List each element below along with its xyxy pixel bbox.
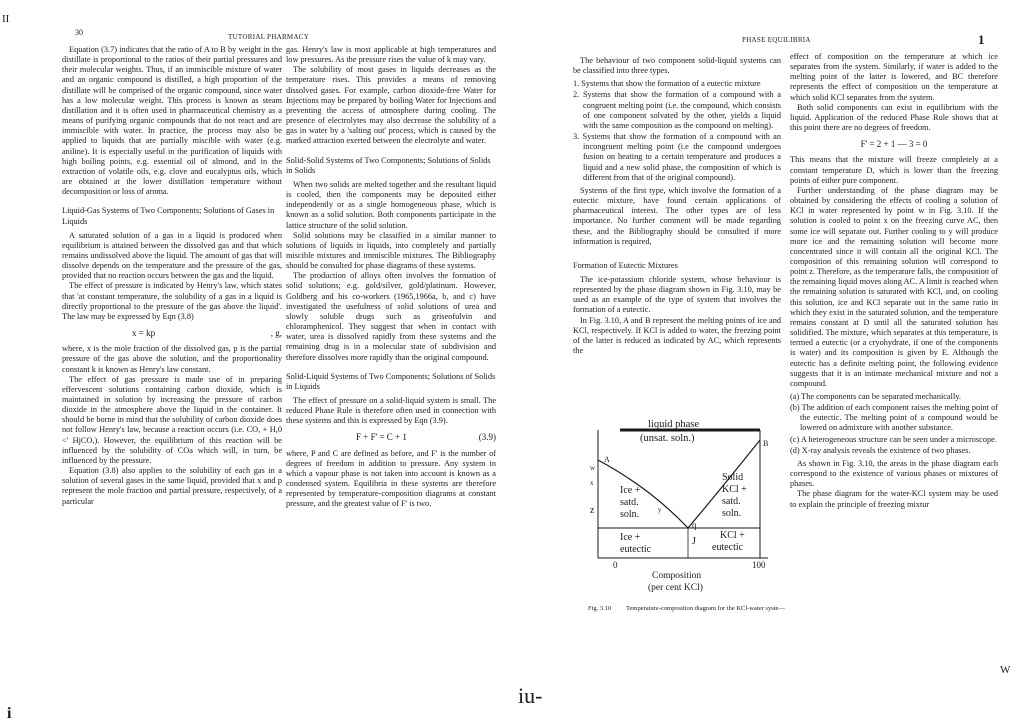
list-item: (c) A heterogeneous structure can be seen under a microscope. xyxy=(790,434,997,444)
page-edge-mark: i xyxy=(7,705,12,722)
equation xyxy=(62,328,282,338)
region-label: eutectic xyxy=(620,544,652,555)
list-item: (a) The components can be separated mechanically. xyxy=(790,392,961,401)
section-heading: Solid-Liquid Systems of Two Components; Solutions of Solids in Liquids xyxy=(286,371,496,391)
paragraph: The effect of pressure is indicated by Henry's law, which states that 'at constant temperature, the solubility of a gas in a liquid is directly proportional to the pressure of the gas above the liquid'. The law may be expressed by Eqn (3.8) xyxy=(62,281,282,321)
list-item: 1. Systems that show the formation of a eutectic mixture xyxy=(573,79,761,89)
region-label: satd. xyxy=(722,496,741,507)
paragraph: where, x is the mole fraction of the dissolved gas, p is the partial pressure of the gas above the solution, and the proportionality constant k is known as Henry's law constant. xyxy=(62,344,282,374)
equation-number: , g, xyxy=(270,328,282,339)
point-label: y xyxy=(658,506,662,514)
running-head: TUTORIAL PHARMACY xyxy=(228,33,310,41)
paragraph: Equation (3.8) also applies to the solubility of each gas in a solution of several gases in the same liquid, provided that x and p represent the mole fraction and partial pressure, respectively, of a particular xyxy=(62,466,282,506)
list-item: 2. Systems that show the formation of a compound with a congruent melting point (i.e. the compound, which consists of one component solvated by the other, yields a liquid with the same composition as the compound on melting). xyxy=(573,90,781,130)
region-label: KCl + xyxy=(722,484,747,495)
equation-body: F' = 2 + 1 — 3 = 0 xyxy=(860,139,928,150)
figure-caption-text: Temperature-composition diagram for the KCl-water syste— xyxy=(626,605,785,612)
page-edge-mark: iu- xyxy=(518,683,543,708)
evidence-list xyxy=(790,392,998,456)
region-label: soln. xyxy=(620,509,640,520)
section-heading: Liquid-Gas Systems of Two Components; Solutions of Gases in Liquids xyxy=(62,206,275,226)
paragraph: The ice-potassium chloride system, whose behaviour is represented by the phase diagram shown in Fig. 3.10, may be used as an example of the type of system that involves the formation of a eutectic. xyxy=(573,274,781,315)
list-item: (b) The addition of each component raises the melting point of the eutectic. The melting point of a compound would be lowered on admixture with another substance. xyxy=(790,403,998,433)
region-label: Solid xyxy=(722,472,744,483)
point-label: z xyxy=(590,505,595,516)
figure-caption-number: Fig. 3.10 xyxy=(588,605,612,612)
paragraph: where, P and C are defined as before, and F' is the number of degrees of freedom in addition to pressure. Any system in which a vapour phase is not taken into account is known as a condensed system. Equilibria in these systems are therefore represented by temperature-composition diagrams at constant pressure, and the greatest value of F' is two. xyxy=(286,448,496,509)
point-label: A xyxy=(604,455,610,464)
x-axis-label: Composition xyxy=(652,571,702,581)
type-list xyxy=(573,79,781,183)
paragraph: The solubility of most gases in liquids decreases as the temperature rises. This provides a means of removing dissolved gases. For example, carbon dioxide-free Water for Injections may be prepared by boiling Water for Injections and preventing the access of atmosphere during cooling. The presence of electrolytes may also decrease the solubility of a gas in water by a 'salting out' process, which is caused by the marked attraction exerted between the electrolyte and water. xyxy=(286,65,496,146)
equation-body: x = kp xyxy=(132,328,156,339)
region-label: Ice + xyxy=(620,485,641,496)
axis-tick-label: 0 xyxy=(613,560,618,570)
paragraph: Solid solutions may be classified in a similar manner to solutions of liquids in liquids, into completely and partially miscible mixtures and immiscible mixtures. The Bibliography should be consulted for phase diagrams of these systems. xyxy=(286,230,496,271)
paragraph: In Fig. 3.10, A and B represent the melting points of ice and KCl, respectively. If KCl is added to water, the freezing point of the latter is reduced as indicated by AC, which represents the xyxy=(573,315,781,356)
paragraph: When two solids are melted together and the resultant liquid is cooled, then the components may be deposited either independently or as a single homogeneous phase, which is known as a solid solution. Both components participate in the lattice structure of the solid solution. xyxy=(286,179,496,230)
paragraph: This means that the mixture will freeze completely at a constant temperature D, which is lower than the freezing points of either pure component. xyxy=(790,155,998,185)
region-label: liquid phase xyxy=(648,419,700,430)
paragraph: Further understanding of the phase diagram may be obtained by considering the effects of cooling a solution of KCl in water represented by point w in Fig. 3.10. If the solution is cooled to point x on the freezing curve AC, then some ice will separate out. Further cooling to y will produce more ice and the remaining solution will become more concentrated since it will contain all the original KCl. The composition of this remaining solution will correspond to point z. Therefore, as the temperature falls, the composition of the remaining liquid moves along AC. A limit is reached when the remaining solution is saturated with KCl, and, on cooling this solution, ice and KCl separate out in the same ratio in which they exist in the saturated solution, and the temperature remains constant at D until all the saturated solution has solidified. The mixture, which separates at this temperature, is termed a eutectic (or a cryohydrate, if one of the components is water) and its composition is given by E. Although the eutectic has a definite melting point, the following evidence suggests that it is an intimate mechanical mixture and not a compound. xyxy=(790,185,998,388)
section-heading: Formation of Eutectic Mixtures xyxy=(573,260,678,270)
paragraph: The effect of gas pressure is made use of in preparing effervescent solutions containing carbon dioxide, which is maintained in solution by increasing the pressure of carbon dioxide in the atmosphere above the liquid in the container. It should be borne in mind that the solubility of carbon dioxide does not follow Henry's law, because a reaction occurs (i.e. CO, + H,0 <' HjCO,). However, the equilibrium of this reaction will be influenced by the solubility of COa which will, in turn, be influenced by the pressure. xyxy=(62,374,282,465)
phase-diagram-figure xyxy=(560,400,790,625)
point-label: w xyxy=(590,464,596,472)
paragraph: The production of alloys often involves the formation of solid solutions; e.g. gold/silver, gold/platinum. However, Goldberg and his co-workers (1965,1966a, b, and c) have investigated the usefulness of solid solutions of urea and slowly soluble drugs such as griseofulvin and chloramphenicol. They suggest that when in contact with water, urea is dissolved rapidly from these systems and the remaining drug is in a molecular state of subdivision and therefore dissolves more rapidly than the original compound. xyxy=(286,271,496,362)
equation xyxy=(286,432,496,442)
text-column-2 xyxy=(286,45,496,510)
x-axis-label: (per cent KCl) xyxy=(648,583,703,593)
text-column-3 xyxy=(573,56,781,356)
axis-tick-label: 100 xyxy=(752,560,766,570)
section-heading: Solid-Solid Systems of Two Components; Solutions of Solids in Solids xyxy=(286,155,491,175)
running-head: PHASE EQUILIBRIA xyxy=(742,36,811,44)
page-edge-mark: W xyxy=(1000,664,1011,676)
region-label: soln. xyxy=(722,508,742,519)
paragraph: As shown in Fig. 3.10, the areas in the phase diagram each correspond to the existence of various phases or mixtures of phases. xyxy=(790,458,998,489)
text-column-4 xyxy=(790,52,998,510)
region-label: KCl + xyxy=(720,530,745,541)
equation-number: (3.9) xyxy=(478,432,496,443)
point-label: q xyxy=(692,520,697,530)
point-label: J xyxy=(692,536,696,547)
paragraph: The effect of pressure on a solid-liquid system is small. The reduced Phase Rule is therefore often used in connection with these systems and this is expressed by Eqn (3.9). xyxy=(286,396,496,426)
list-item: 3. Systems that show the formation of a compound with an incongruent melting point (i.e the compound undergoes fusion on heating to a certain temperature and produces a liquid and a new solid phase, the composition of which is different from that of the original compound). xyxy=(573,132,781,182)
region-label: eutectic xyxy=(712,542,744,553)
page-edge-mark: II xyxy=(2,13,10,25)
ice-freezing-curve xyxy=(598,460,688,528)
region-label: Ice + xyxy=(620,532,641,543)
paragraph: The phase diagram for the water-KCl system may be used to explain the principle of freezing mixtur xyxy=(790,489,998,509)
paragraph: Both solid components can exist in equilibrium with the liquid. Application of the reduced Phase Rule shows that at this point there are no degrees of freedom. xyxy=(790,102,998,133)
page-number: 30 xyxy=(75,28,83,37)
equation xyxy=(790,139,998,149)
list-item: (d) X-ray analysis reveals the existence of two phases. xyxy=(790,445,971,455)
point-label: x xyxy=(590,479,594,487)
paragraph: gas. Henry's law is most applicable at high temperatures and low pressures. As the pressure rises the value of k may vary. xyxy=(286,45,496,65)
equation-body: F + F' = C + 1 xyxy=(356,432,407,443)
paragraph: A saturated solution of a gas in a liquid is produced when equilibrium is attained between the dissolved gas and that which remains undissolved above the liquid. The amount of gas that will dissolve depends on the temperature and the pressure of the gas, provided that no reaction occurs between the gas and the liquid. xyxy=(62,230,282,281)
region-label: (unsat. soln.) xyxy=(640,433,695,444)
region-label: satd. xyxy=(620,497,639,508)
paragraph: The behaviour of two component solid-liquid systems can be classified into three types. xyxy=(573,56,781,76)
paragraph: effect of composition on the temperature at which ice separates from the system. Similarly, if water is added to the melting point of the latter is lowered, and BC therefore represents the effect of composition on the temperature at which solid KCl separates from the system. xyxy=(790,52,998,102)
corner-mark: 1 xyxy=(978,32,985,47)
point-label: B xyxy=(763,439,769,448)
text-column-1 xyxy=(62,45,282,507)
paragraph: Systems of the first type, which involve the formation of a eutectic mixture, have found certain applications of pharmaceutical interest. The other types are of less importance. No further comment will be made regarding these, and the Bibliography should be consulted if more information is required, xyxy=(573,185,781,246)
paragraph: Equation (3.7) indicates that the ratio of A to B by weight in the distillate is proportional to the ratios of their partial pressures and their molecular weights. Thus, if an immiscible mixture of water and an organic compound is distilled, a high proportion of the distillate will be comprised of the organic compound, since water has a low molecular weight. This process is known as steam distillation and it is often used in pharmaceutical chemistry as a means of purifying organic compounds that do not react and are immiscible with water. In practice, the process may also be applied to liquids that are partially miscible with water (e.g. aniline). It is especially useful in the purification of liquids with high boiling points, e.g. essential oil of almond, and in the extraction of volatile oils, e.g. clove and eucalyptus oils, which are obtained at the lower distillation temperature without decomposition or loss of aroma. xyxy=(62,45,282,197)
